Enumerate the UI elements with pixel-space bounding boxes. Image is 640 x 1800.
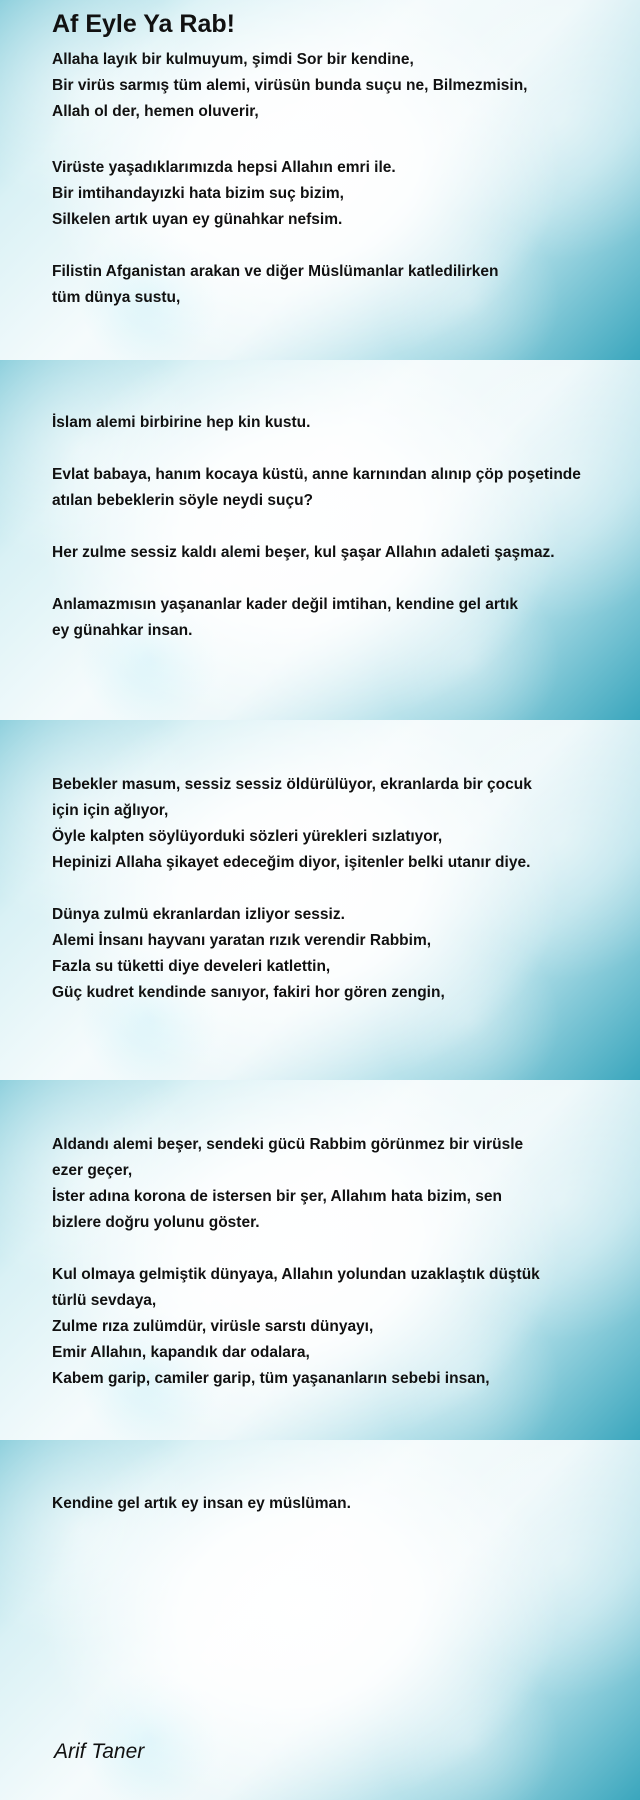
poem-line: Allah ol der, hemen oluverir,: [52, 103, 259, 120]
poem-line: tüm dünya sustu,: [52, 289, 181, 306]
stanza-8: [52, 772, 632, 876]
poem-line: Kendine gel artık ey insan ey müslüman.: [52, 1495, 351, 1512]
poem-line: Virüste yaşadıklarımızda hepsi Allahın emri ile.: [52, 159, 396, 176]
stanza-11: [52, 1262, 632, 1392]
poem-title: Af Eyle Ya Rab!: [52, 10, 235, 38]
poem-line: Öyle kalpten söylüyorduki sözleri yürekleri sızlatıyor,: [52, 828, 443, 845]
stanza-12: [52, 1491, 632, 1517]
stanza-7: [52, 592, 632, 644]
poem-line: Evlat babaya, hanım kocaya küstü, anne karnından alınıp çöp poşetinde: [52, 466, 581, 483]
stanza-10: [52, 1132, 632, 1236]
poem-card-1: [0, 0, 640, 360]
poem-line: Her zulme sessiz kaldı alemi beşer, kul şaşar Allahın adaleti şaşmaz.: [52, 544, 555, 561]
poem-line: ezer geçer,: [52, 1162, 133, 1179]
poem-line: Aldandı alemi beşer, sendeki gücü Rabbim görünmez bir virüsle: [52, 1136, 524, 1153]
stanza-3: [52, 259, 632, 311]
poem-line: İster adına korona de istersen bir şer, Allahım hata bizim, sen: [52, 1188, 502, 1205]
poem-line: Dünya zulmü ekranlardan izliyor sessiz.: [52, 906, 345, 923]
stanza-1: [52, 47, 632, 125]
poem-line: Güç kudret kendinde sanıyor, fakiri hor gören zengin,: [52, 984, 445, 1001]
poem-line: Bir imtihandayızki hata bizim suç bizim,: [52, 185, 344, 202]
poem-line: atılan bebeklerin söyle neydi suçu?: [52, 492, 314, 509]
stanza-5: [52, 462, 632, 514]
poem-line: Allaha layık bir kulmuyum, şimdi Sor bir kendine,: [52, 51, 414, 68]
poem-line: Anlamazmısın yaşananlar kader değil imtihan, kendine gel artık: [52, 596, 519, 613]
stanza-9: [52, 902, 632, 1006]
poem-card-5: [0, 1440, 640, 1800]
poem-line: Hepinizi Allaha şikayet edeceğim diyor, işitenler belki utanır diye.: [52, 854, 531, 871]
poem-card-3: [0, 720, 640, 1080]
poem-line: Bebekler masum, sessiz sessiz öldürülüyor, ekranlarda bir çocuk: [52, 776, 532, 793]
stanza-4: [52, 410, 632, 436]
poem-line: Fazla su tüketti diye develeri katlettin,: [52, 958, 331, 975]
poem-line: Emir Allahın, kapandık dar odalara,: [52, 1344, 310, 1361]
poem-line: Zulme rıza zulümdür, virüsle sarstı dünyayı,: [52, 1318, 374, 1335]
poem-line: Silkelen artık uyan ey günahkar nefsim.: [52, 211, 343, 228]
stanza-2: [52, 155, 632, 233]
poem-line: Alemi İnsanı hayvanı yaratan rızık verendir Rabbim,: [52, 932, 432, 949]
poem-line: türlü sevdaya,: [52, 1292, 157, 1309]
poem-line: Kabem garip, camiler garip, tüm yaşananların sebebi insan,: [52, 1370, 490, 1387]
poem-line: bizlere doğru yolunu göster.: [52, 1214, 260, 1231]
poem-line: İslam alemi birbirine hep kin kustu.: [52, 414, 311, 431]
author-signature: Arif Taner: [54, 1740, 145, 1763]
poem-line: Filistin Afganistan arakan ve diğer Müslümanlar katledilirken: [52, 263, 499, 280]
poem-card-4: [0, 1080, 640, 1440]
stanza-6: [52, 540, 632, 566]
poem-card-2: [0, 360, 640, 720]
poem-line: Kul olmaya gelmiştik dünyaya, Allahın yolundan uzaklaştık düştük: [52, 1266, 540, 1283]
poem-line: Bir virüs sarmış tüm alemi, virüsün bunda suçu ne, Bilmezmisin,: [52, 77, 528, 94]
poem-line: ey günahkar insan.: [52, 622, 193, 639]
poem-line: için için ağlıyor,: [52, 802, 169, 819]
